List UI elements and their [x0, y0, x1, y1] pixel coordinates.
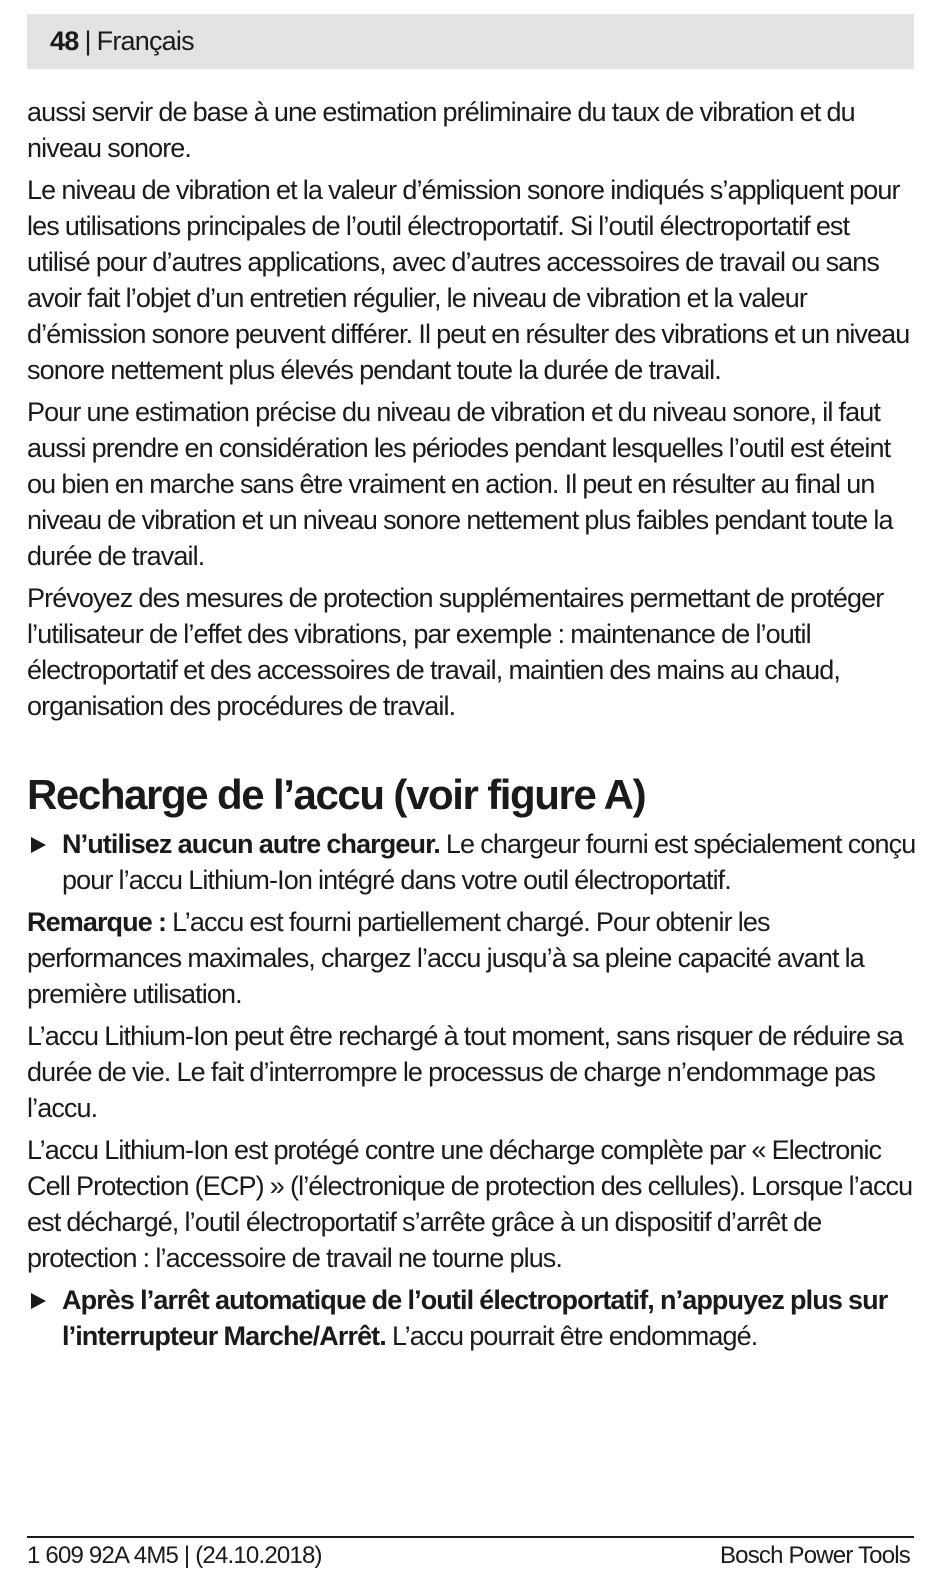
- triangle-bullet-icon: [31, 1293, 46, 1309]
- paragraph: L’accu Lithium-Ion peut être rechargé à tout moment, sans risquer de réduire sa durée de vie. Le fait d’interrompre le processus de charge n’endommage pas l’accu.: [27, 1021, 903, 1123]
- bullet-bold-text: Après l’arrêt automatique de l’outil électroportatif, n’appuyez plus sur l’interrupteur Marche/Arrêt.: [62, 1285, 888, 1351]
- bullet-bold-text: N’utilisez aucun autre chargeur.: [62, 829, 440, 859]
- footer-brand: Bosch Power Tools: [719, 1542, 910, 1569]
- note-label: Remarque :: [27, 907, 167, 937]
- paragraph: Prévoyez des mesures de protection supplémentaires permettant de protéger l’utilisateur de l’effet des vibrations, par exemple : maintenance de l’outil électroportatif et des accessoires de travail, maintien des mains au chaud, organisation des procédures de travail.: [27, 583, 884, 721]
- footer-doc-ref: 1 609 92A 4M5 | (24.10.2018): [27, 1542, 322, 1569]
- page-footer: [27, 1540, 910, 1572]
- paragraph: L’accu Lithium-Ion est protégé contre une décharge complète par « Electronic Cell Protection (ECP) » (l’électronique de protection des cellules). Lorsque l’accu est déchargé, l’outil électroportatif s’arrête grâce à un dispositif d’arrêt de protection : l’accessoire de travail ne tourne plus.: [27, 1135, 913, 1273]
- paragraph: aussi servir de base à une estimation préliminaire du taux de vibration et du niveau sonore.: [27, 97, 855, 163]
- triangle-bullet-icon: [31, 837, 46, 853]
- bullet-item: [27, 826, 917, 898]
- note-text: L’accu est fourni partiellement chargé. Pour obtenir les performances maximales, chargez l’accu jusqu’à sa pleine capacité avant la première utilisation.: [27, 907, 864, 1009]
- header-language: Français: [96, 26, 194, 56]
- page-content: [27, 94, 917, 1360]
- paragraph: Pour une estimation précise du niveau de vibration et du niveau sonore, il faut aussi prendre en considération les périodes pendant lesquelles l’outil est éteint ou bien en marche sans être vraiment en action. Il peut en résulter au final un niveau de vibration et un niveau sonore nettement plus faibles pendant toute la durée de travail.: [27, 397, 893, 571]
- section-title: Recharge de l’accu (voir figure A): [27, 771, 646, 818]
- bullet-text: L’accu pourrait être endommagé.: [385, 1321, 758, 1351]
- bullet-item: [27, 1282, 917, 1354]
- note-paragraph: [27, 904, 917, 1012]
- paragraph: Le niveau de vibration et la valeur d’émission sonore indiqués s’appliquent pour les utilisations principales de l’outil électroportatif. Si l’outil électroportatif est utilisé pour d’autres applications, avec d’autres accessoires de travail ou sans avoir fait l’objet d’un entretien régulier, le niveau de vibration et la valeur d’émission sonore peuvent différer. Il peut en résulter des vibrations et un niveau sonore nettement plus élevés pendant toute la durée de travail.: [27, 175, 910, 385]
- page-number: 48: [50, 26, 79, 56]
- footer-divider: [27, 1536, 914, 1538]
- header-separator: |: [84, 26, 91, 56]
- bullet-text: Le chargeur fourni est spécialement conçu pour l’accu Lithium-Ion intégré dans votre outil électroportatif.: [62, 829, 916, 895]
- page-header: [27, 14, 914, 69]
